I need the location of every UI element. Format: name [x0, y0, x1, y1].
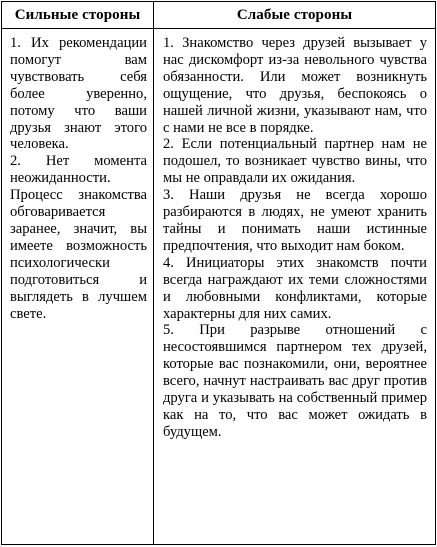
pros-cons-table [1, 1, 436, 545]
content-row [2, 29, 436, 545]
weakness-item-1: 1. Знакомство через друзей вызывает у нас дискомфорт из-за невольного чувства обязанности. Или может возникнуть ощущение, что друзья, беспокоясь о нашей личной жизни, указывают нам, что с нами не все в порядке. [163, 35, 427, 136]
strength-item-1: 1. Их рекомендации помогут вам чувствовать себя более уверенно, потому что ваши друзья знают этого человека. [10, 35, 147, 153]
header-row [2, 2, 436, 29]
weakness-item-4: 4. Инициаторы этих знакомств почти всегда награждают их теми сложностями и любовными конфликтами, которые характерны для них самих. [163, 254, 427, 322]
weakness-item-5: 5. При разрыве отношений с несостоявшимся партнером тех друзей, которые вас познакомили, они, вероятнее всего, начнут настраивать вас друг против друга и указывать на собственный пример как на то, что вас может ожидать в будущем. [163, 322, 427, 440]
header-strengths: Сильные стороны [2, 2, 154, 29]
header-weaknesses: Слабые стороны [154, 2, 436, 29]
weakness-item-3: 3. Наши друзья не всегда хорошо разбираются в людях, не умеют хранить тайны и понимать наши истинные предпочтения, что выходит нам боком. [163, 187, 427, 254]
weaknesses-cell [154, 29, 436, 545]
weakness-item-2: 2. Если потенциальный партнер нам не подошел, то возникает чувство вины, что мы не оправдали их ожидания. [163, 136, 427, 187]
strengths-cell [2, 29, 154, 545]
strength-item-2: 2. Нет момента неожиданности. Процесс знакомства обговаривается заранее, значит, вы имеете возможность психологически подготовиться и выглядеть в лучшем свете. [10, 153, 147, 322]
